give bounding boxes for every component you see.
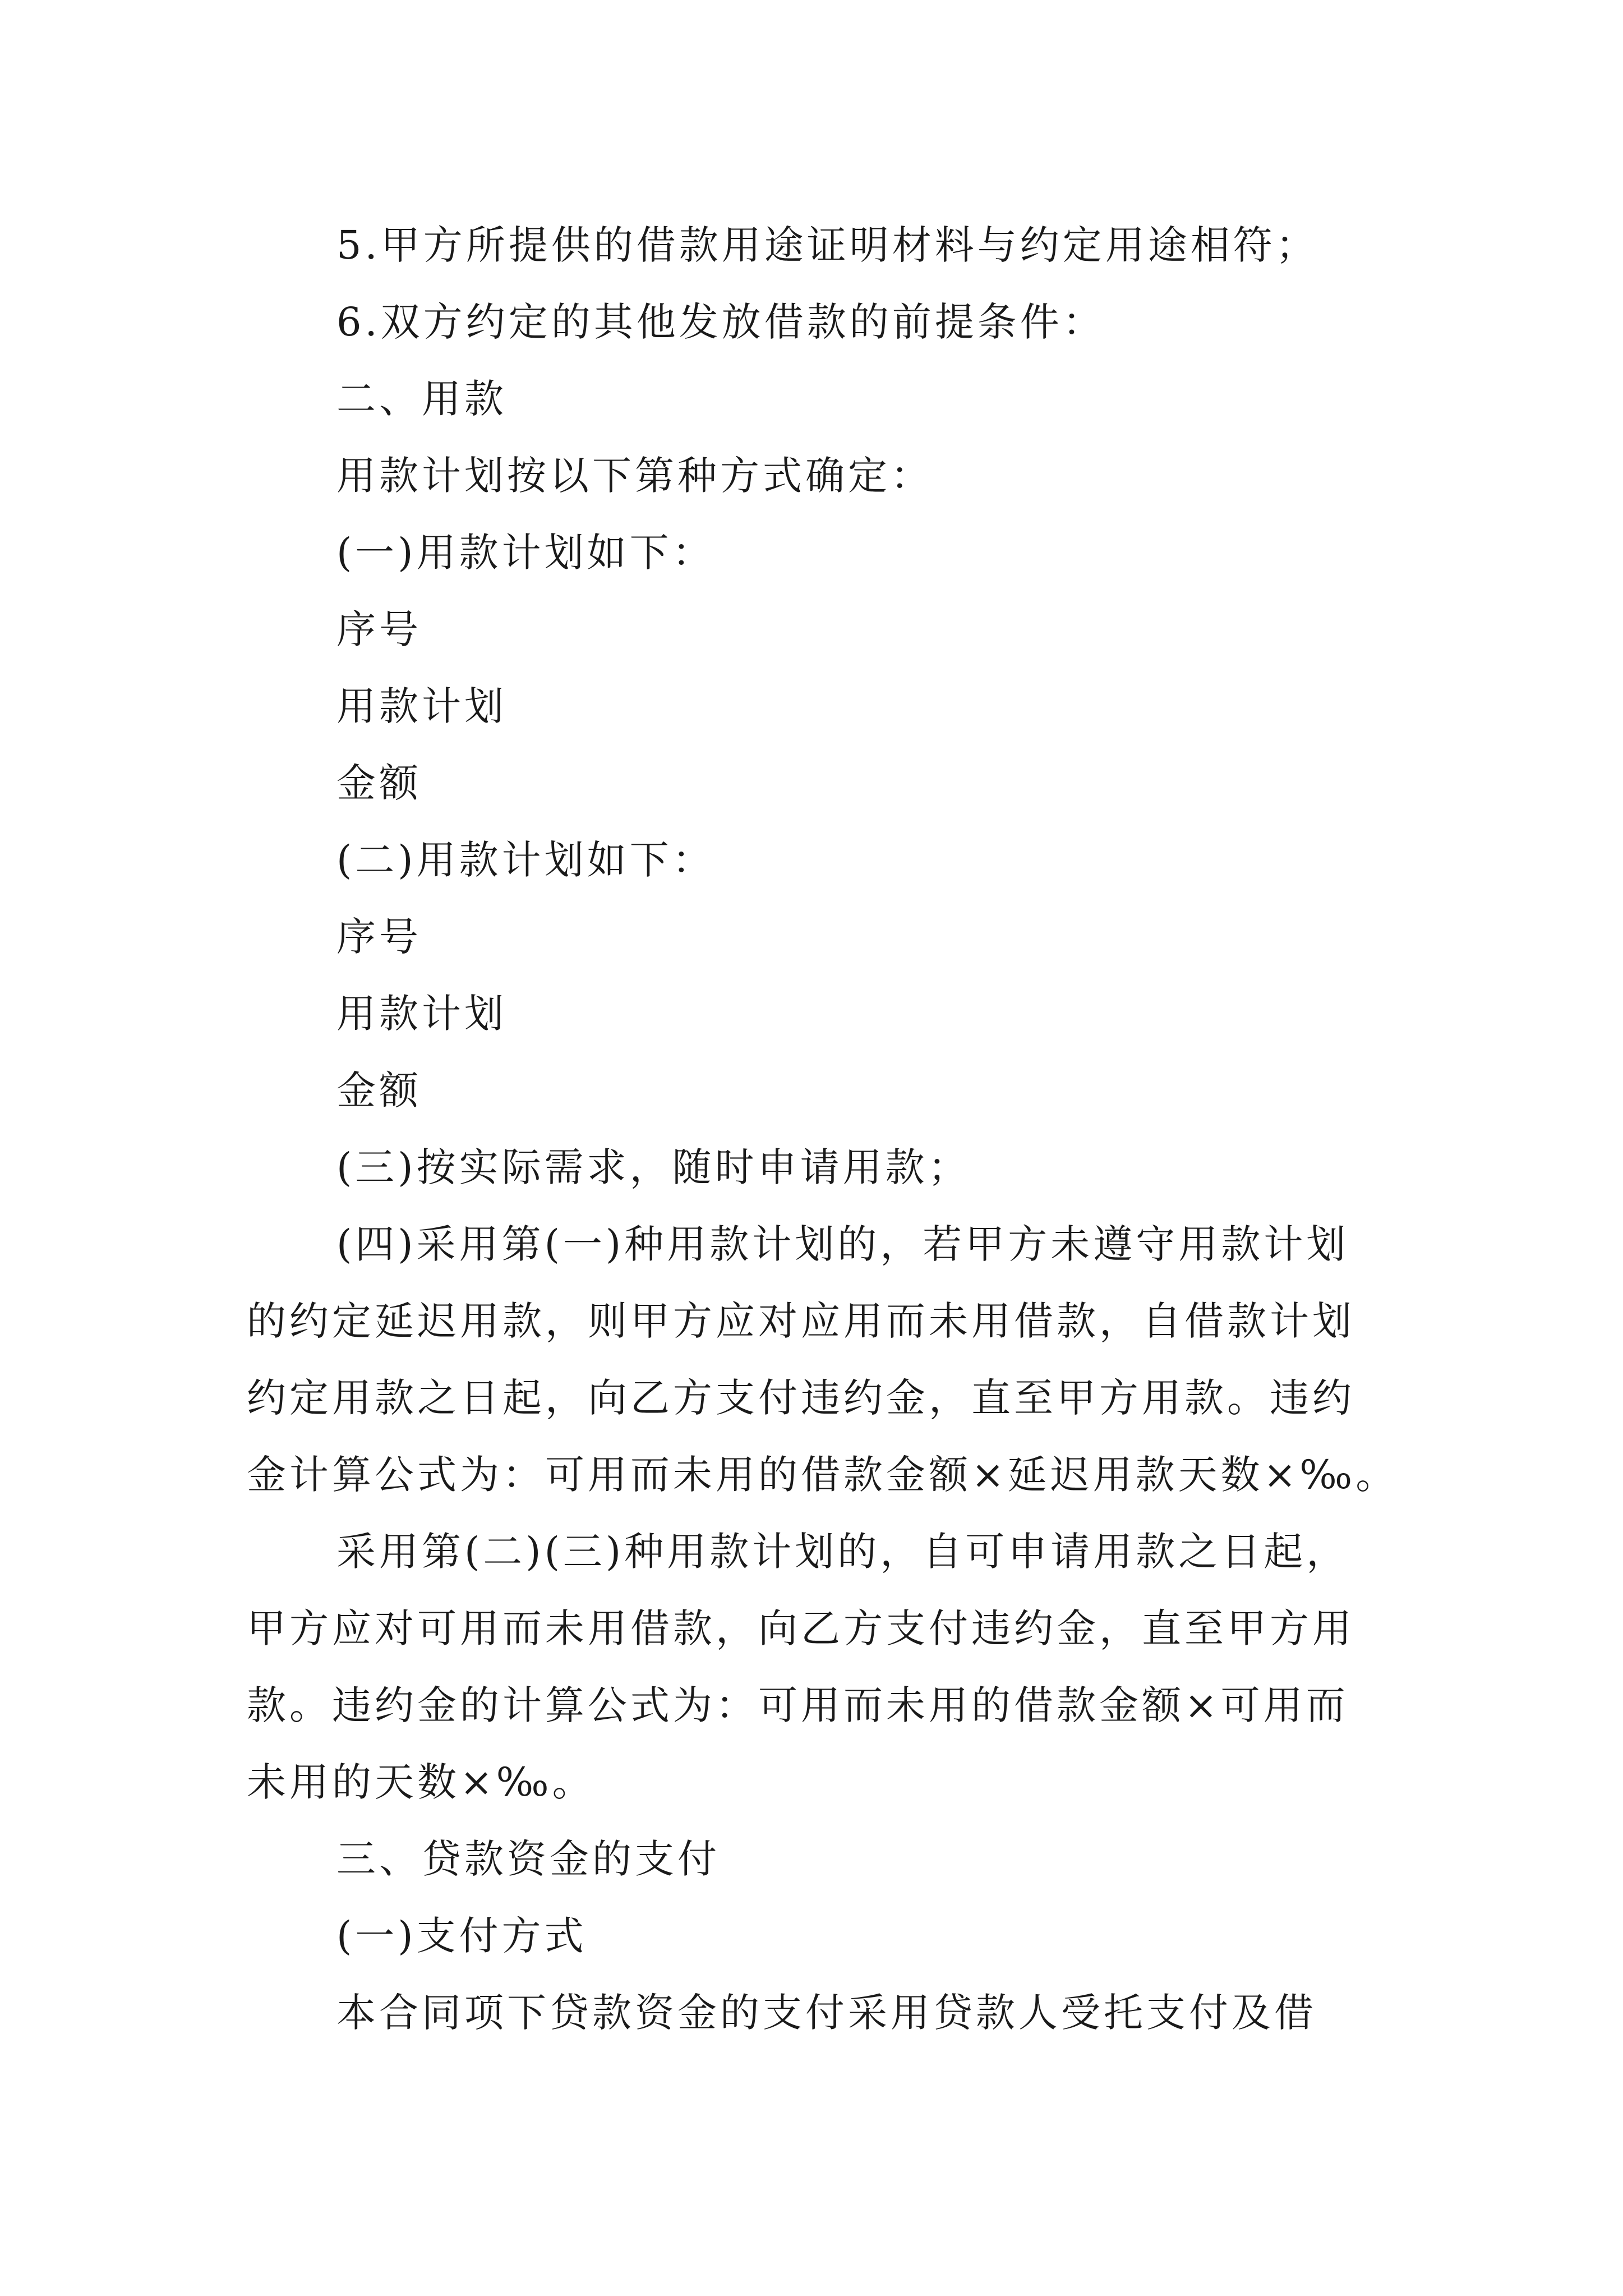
table-label: 金额 <box>336 1068 422 1114</box>
text-line: 本合同项下贷款资金的支付采用贷款人受托支付及借 <box>336 1990 1317 2036</box>
text-line: 6.双方约定的其他发放借款的前提条件： <box>336 299 1105 345</box>
text-line: 未用的天数×‰。 <box>247 1759 595 1805</box>
table-label: 用款计划 <box>336 683 507 729</box>
table-label: 序号 <box>336 914 422 960</box>
text-line: (一)用款计划如下： <box>336 530 715 576</box>
table-label: 序号 <box>336 606 422 652</box>
text-line: 款。违约金的计算公式为：可用而未用的借款金额×可用而 <box>247 1682 1349 1728</box>
section-heading: 三、贷款资金的支付 <box>336 1836 720 1882</box>
section-heading: 二、用款 <box>336 376 507 422</box>
text-line: 采用第(二)(三)种用款计划的，自可申请用款之日起， <box>336 1529 1349 1575</box>
text-line: (一)支付方式 <box>336 1913 587 1959</box>
text-line: 约定用款之日起，向乙方支付违约金，直至甲方用款。违约 <box>247 1375 1355 1421</box>
text-line: (三)按实际需求，随时申请用款； <box>336 1144 971 1190</box>
text-line: 金计算公式为：可用而未用的借款金额×延迟用款天数×‰。 <box>247 1452 1399 1498</box>
text-line: 的约定延迟用款，则甲方应对应用而未用借款，自借款计划 <box>247 1298 1355 1344</box>
table-label: 金额 <box>336 760 422 806</box>
text-line: (二)用款计划如下： <box>336 837 715 883</box>
text-line: 5.甲方所提供的借款用途证明材料与约定用途相符； <box>336 222 1318 268</box>
table-label: 用款计划 <box>336 991 507 1037</box>
text-line: (四)采用第(一)种用款计划的，若甲方未遵守用款计划 <box>336 1221 1349 1267</box>
text-line: 用款计划按以下第种方式确定： <box>336 453 933 499</box>
text-line: 甲方应对可用而未用借款，向乙方支付违约金，直至甲方用 <box>247 1605 1355 1651</box>
